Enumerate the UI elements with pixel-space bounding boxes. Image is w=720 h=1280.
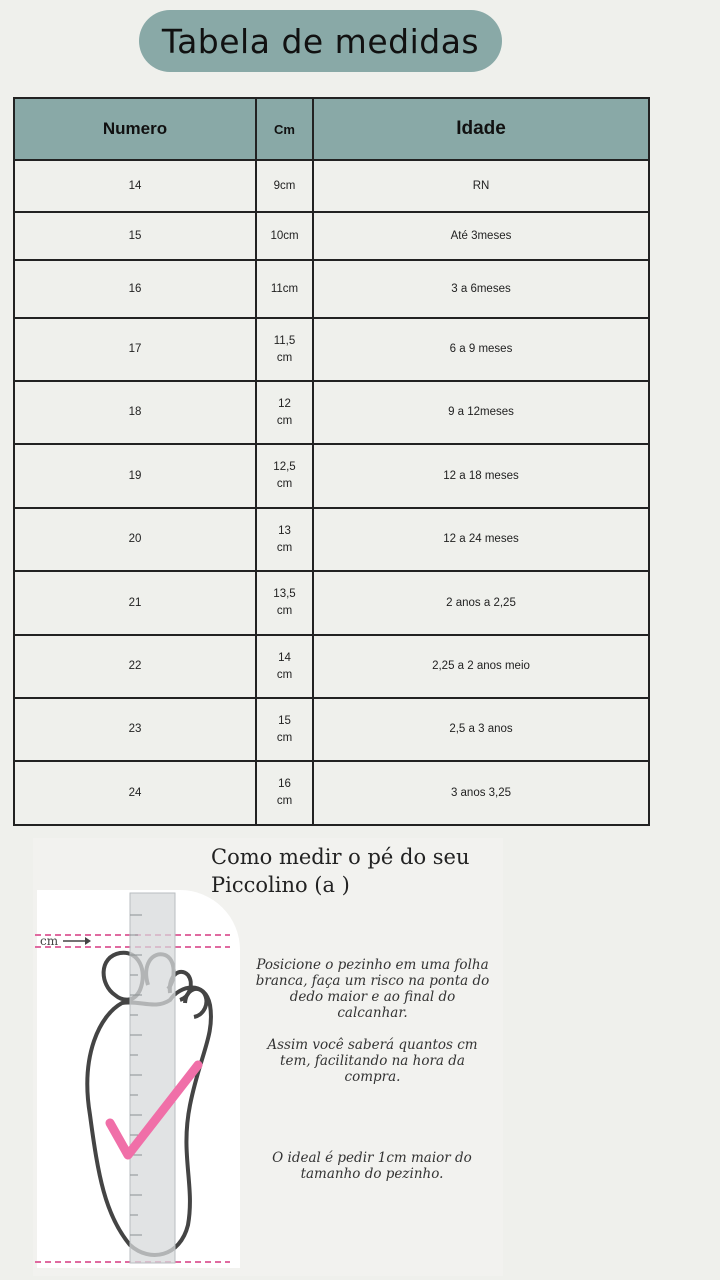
cell-cm: 16 cm bbox=[256, 761, 313, 825]
header-cm: Cm bbox=[256, 98, 313, 160]
cell-idade: Até 3meses bbox=[313, 212, 649, 260]
table-row bbox=[14, 160, 649, 212]
instruction-step-2: Assim você saberá quantos cm tem, facilitando na hora da compra. bbox=[267, 1037, 478, 1085]
table-row bbox=[14, 318, 649, 381]
page-title: Tabela de medidas bbox=[139, 10, 502, 72]
cell-idade: 6 a 9 meses bbox=[313, 318, 649, 381]
cell-numero: 22 bbox=[14, 635, 256, 698]
table-row bbox=[14, 508, 649, 571]
cell-idade: 2,5 a 3 anos bbox=[313, 698, 649, 761]
cell-numero: 20 bbox=[14, 508, 256, 571]
cell-cm: 10cm bbox=[256, 212, 313, 260]
cell-cm: 15 cm bbox=[256, 698, 313, 761]
foot-measure-figure bbox=[30, 885, 245, 1275]
cell-cm: 13,5 cm bbox=[256, 571, 313, 635]
cell-idade: RN bbox=[313, 160, 649, 212]
size-table bbox=[13, 97, 650, 826]
instruction-step-1: Posicione o pezinho em uma folha branca, faça um risco na ponta do dedo maior e ao final do calcanhar. bbox=[255, 957, 490, 1021]
cell-numero: 21 bbox=[14, 571, 256, 635]
cell-numero: 18 bbox=[14, 381, 256, 444]
cell-cm: 12,5 cm bbox=[256, 444, 313, 508]
header-idade: Idade bbox=[313, 98, 649, 160]
table-row bbox=[14, 571, 649, 635]
cell-numero: 14 bbox=[14, 160, 256, 212]
ruler-icon bbox=[130, 893, 175, 1263]
cell-idade: 2 anos a 2,25 bbox=[313, 571, 649, 635]
cell-cm: 9cm bbox=[256, 160, 313, 212]
cell-idade: 9 a 12meses bbox=[313, 381, 649, 444]
how-to-title: Como medir o pé do seu Piccolino (a ) bbox=[211, 845, 470, 897]
cell-numero: 23 bbox=[14, 698, 256, 761]
header-numero: Numero bbox=[14, 98, 256, 160]
cell-numero: 16 bbox=[14, 260, 256, 318]
table-row bbox=[14, 698, 649, 761]
cell-numero: 24 bbox=[14, 761, 256, 825]
cell-numero: 17 bbox=[14, 318, 256, 381]
arrow-right-icon bbox=[63, 937, 91, 945]
cell-cm: 11,5 cm bbox=[256, 318, 313, 381]
table-row bbox=[14, 260, 649, 318]
cell-idade: 12 a 18 meses bbox=[313, 444, 649, 508]
cell-cm: 11cm bbox=[256, 260, 313, 318]
cell-idade: 12 a 24 meses bbox=[313, 508, 649, 571]
table-row bbox=[14, 212, 649, 260]
cm-label: cm bbox=[40, 934, 59, 948]
cell-numero: 19 bbox=[14, 444, 256, 508]
table-row bbox=[14, 444, 649, 508]
table-row bbox=[14, 761, 649, 825]
cell-cm: 14 cm bbox=[256, 635, 313, 698]
instruction-tip: O ideal é pedir 1cm maior do tamanho do pezinho. bbox=[272, 1150, 472, 1182]
cell-cm: 13 cm bbox=[256, 508, 313, 571]
cell-idade: 3 a 6meses bbox=[313, 260, 649, 318]
cell-idade: 3 anos 3,25 bbox=[313, 761, 649, 825]
table-header-row bbox=[14, 98, 649, 160]
cell-cm: 12 cm bbox=[256, 381, 313, 444]
cell-idade: 2,25 a 2 anos meio bbox=[313, 635, 649, 698]
table-row bbox=[14, 381, 649, 444]
table-row bbox=[14, 635, 649, 698]
cell-numero: 15 bbox=[14, 212, 256, 260]
